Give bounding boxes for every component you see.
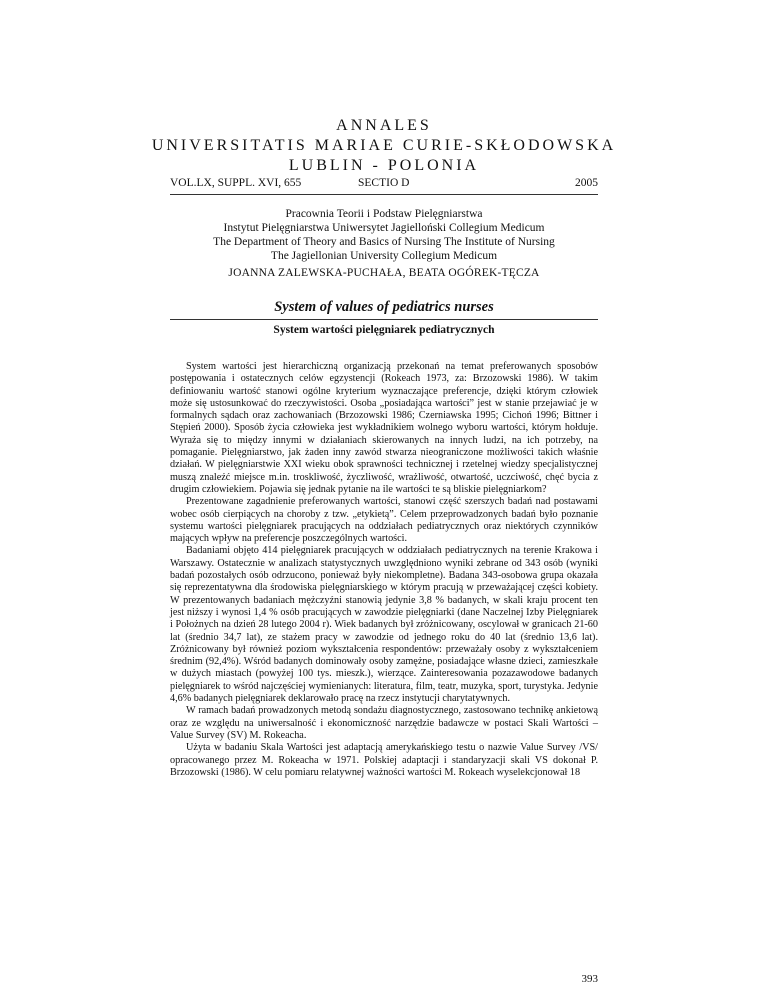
body-paragraph: System wartości jest hierarchiczną organizacją przekonań na temat preferowanych sposobów postępowania i ostatecznych celów egzystencji (Rokeach 1973, za: Brzozowski 1986). W takim definiowaniu wartość stanowi ogólne kryterium wyznaczające preferencje, dzięki którym człowiek może się ustosunkować do rzeczywistości. Osoba „posiadająca wartości” jest w stanie przejawiać je w formalnych sądach oraz zachowaniach (Brzozowski 1986; Czerniawska 1995; Cichoń 1996; Bittner i Stępień 2000). Sposób życia człowieka jest wykładnikiem wolnego wyboru wartości, którym hołduje. Wyraża się to między innymi w działaniach skierowanych na innych ludzi, na ich potrzeby, na pomaganie. Pielęgniarstwo, jak żaden inny zawód stwarza nieograniczone możliwości takich właśnie działań. W pielęgniarstwie XXI wieku obok sprawności technicznej i rzetelnej wiedzy specjalistycznej muszą znaleźć miejsce m.in. troskliwość, życzliwość, wrażliwość, otwartość, uczciwość, chęć bycia z drugim człowiekiem. Pojawia się jednak pytanie na ile wartości te są bliskie pielęgniarkom? — [170, 361, 598, 495]
affiliation-line: Instytut Pielęgniarstwa Uniwersytet Jagielloński Collegium Medicum — [223, 222, 545, 234]
article-title-polish: System wartości pielęgniarek pediatrycznych — [273, 324, 495, 336]
article-body — [170, 361, 598, 779]
journal-title-line3: LUBLIN - POLONIA — [288, 157, 480, 174]
header-divider — [170, 194, 598, 195]
body-paragraph: Użyta w badaniu Skala Wartości jest adaptacją amerykańskiego testu o nazwie Value Survey /VS/ opracowanego przez M. Rokeacha w 1971. Polskiej adaptacji i standaryzacji skali VS dokonał P. Brzozowski (1986). W celu pomiaru relatywnej ważności wartości M. Rokeach wyselekcjonował 18 — [170, 742, 598, 778]
affiliation-line: Pracownia Teorii i Podstaw Pielęgniarstwa — [285, 208, 483, 220]
affiliation-line: The Department of Theory and Basics of Nursing The Institute of Nursing — [213, 236, 555, 248]
body-paragraph: Prezentowane zagadnienie preferowanych wartości, stanowi część szerszych badań nad postawami wobec osób cierpiących na choroby z tzw. „etykietą”. Celem przeprowadzonych badań było poznanie systemu wartości pielęgniarek pracujących na oddziałach pediatrycznych oraz niektórych czynników mających wpływ na preferencje poszczególnych wartości. — [170, 496, 598, 545]
journal-title-line2: UNIVERSITATIS MARIAE CURIE-SKŁODOWSKA — [151, 137, 617, 154]
section-info: SECTIO D — [358, 177, 410, 189]
affiliation-block — [0, 207, 768, 263]
article-title-english: System of values of pediatrics nurses — [274, 299, 494, 315]
page-number: 393 — [581, 973, 598, 985]
body-paragraph: Badaniami objęto 414 pielęgniarek pracujących w oddziałach pediatrycznych na terenie Krakowa i Warszawy. Ostatecznie w analizach statystycznych uwzględniono wyniki zebrane od 343 osób (wyniki badań pozostałych osób odrzucono, ponieważ były niekompletne). Badana 343-osobowa grupa okazała się reprezentatywna dla środowiska pielęgniarskiego w którym pracują w przeważającej części kobiety. W prezentowanych badaniach mężczyźni stanowią jedynie 3,8 % badanych, w skali kraju procent ten jest niższy i wynosi 1,4 % osób pracujących w zawodzie pielęgniarki (dane Naczelnej Izby Pielęgniarek i Położnych na dzień 28 lutego 2004 r). Wiek badanych był zróżnicowany, oscylował w granicach 21-60 lat (średnio 34,7 lat), ze stażem pracy w zawodzie od jednego roku do 40 lat (średnio 13,6 lat). Zróżnicowany był również poziom wykształcenia respondentów: przeważały osoby z wykształceniem średnim (92,4%). Wśród badanych dominowały osoby zamężne, posiadające własne dzieci, zamieszkałe w dużych miastach (powyżej 100 tys. mieszk.), wierzące. Zainteresowania pozazawodowe badanych pielęgniarek to wśród najczęściej wymienianych: literatura, film, teatr, muzyka, sport, turystyka. Jedynie 4,6% badanych pielęgniarek deklarowało pracę na rzecz instytucji charytatywnych. — [170, 545, 598, 705]
volume-info: VOL.LX, SUPPL. XVI, 655 — [170, 177, 302, 189]
affiliation-line: The Jagiellonian University Collegium Medicum — [270, 250, 498, 262]
body-paragraph: W ramach badań prowadzonych metodą sondażu diagnostycznego, zastosowano technikę ankietową oraz ze względu na uniwersalność i ekonomiczność narzędzie badawcze w postaci Skali Wartości – Value Survey (SV) M. Rokeacha. — [170, 705, 598, 741]
authors: JOANNA ZALEWSKA-PUCHAŁA, BEATA OGÓREK-TĘCZA — [228, 267, 540, 279]
title-divider — [170, 319, 598, 320]
year-info: 2005 — [575, 177, 598, 189]
journal-title-line1: ANNALES — [336, 117, 432, 134]
